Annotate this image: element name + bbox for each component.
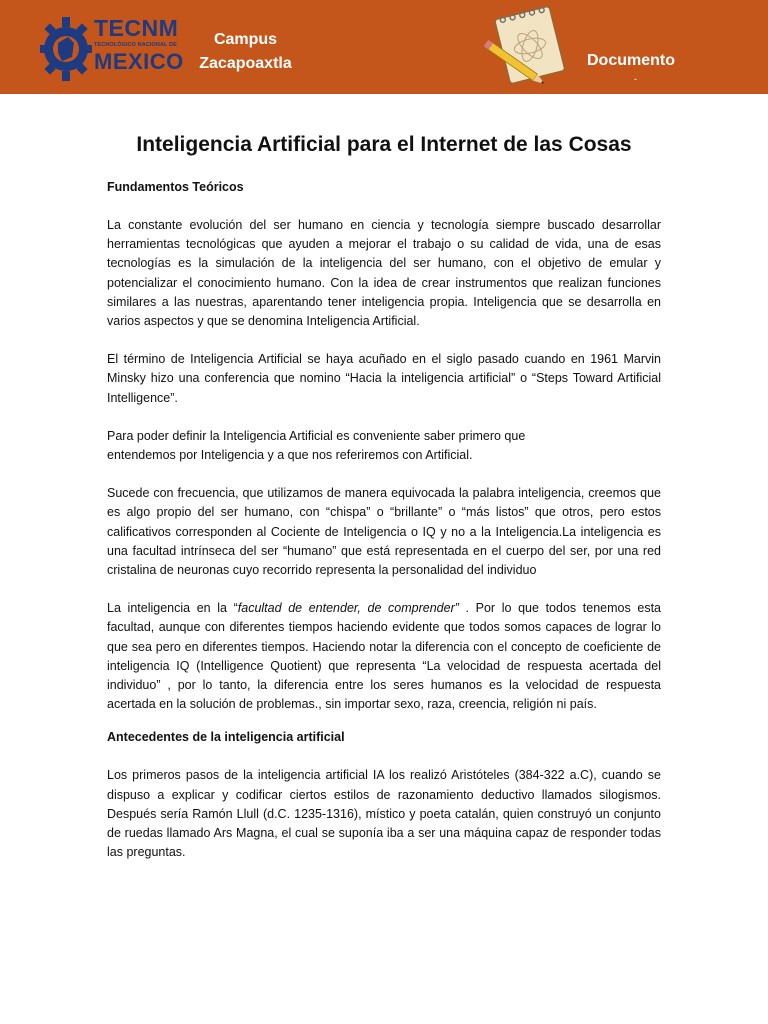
document-body — [107, 126, 661, 862]
campus-line-1: Campus — [213, 31, 278, 48]
section-heading-fundamentos: Fundamentos Teóricos — [107, 180, 244, 194]
paragraph-2: El término de Inteligencia Artificial se haya acuñado en el siglo pasado cuando en 1961 Marvin Minsky hizo una conferencia que nomino “Hacia la inteligencia artificial” o “Steps Toward Artificial Intelligence”. — [107, 352, 661, 405]
logo-line-2: MEXICO — [94, 49, 184, 74]
paragraph-3-line-2: entendemos por Inteligencia y a que nos referiremos con Artificial. — [107, 448, 473, 463]
paragraph-4: Sucede con frecuencia, que utilizamos de manera equivocada la palabra inteligencia, creemos que es algo propio del ser humano, con “chispa” o “brillante” o “más listos” que otros, pero estos calificativos corresponden al Cociente de Inteligencia o IQ y no a la Inteligencia.La inteligencia es una facultad intrínseca del ser “humano” que está representada en el cuerpo del ser, por una red cristalina de neuronas cuyo recorrido representa la personalidad del individuo — [107, 486, 661, 578]
tecnm-logo — [38, 7, 184, 90]
campus-label — [193, 28, 298, 76]
paragraph-5 — [107, 599, 661, 714]
paragraph-3-line-1: Para poder definir la Inteligencia Artificial es conveniente saber primero que — [107, 428, 526, 443]
paragraph-6: Los primeros pasos de la inteligencia artificial IA los realizó Aristóteles (384-322 a.C), cuando se dispuso a explicar y codificar ciertos estilos de razonamiento deductivo llamados silogismos. Después sería Ramón Llull (d.C. 1235-1316), místico y poeta catalán, quien construyó un conjunto de ruedas llamado Ars Magna, el cual se suponía iba a ser una máquina capaz de responder todas las preguntas. — [107, 768, 661, 860]
paragraph-5-rest: . Por lo que todos tenemos esta facultad, aunque con diferentes tiempos haciendo evidente que todos somos capaces de lograr lo que sea pero en diferentes tiempos. Haciendo notar la diferencia con el concepto de coeficiente de inteligencia IQ (Intelligence Quotient) que representa “La velocidad de respuesta acertada del individuo” , por lo tanto, la diferencia entre los seres humanos es la velocidad de respuesta acertada en la solución de problemas., sin importar sexo, raza, creencia, religión ni país. — [107, 601, 661, 712]
campus-line-2: Zacapoaxtla — [199, 55, 292, 72]
section-heading-antecedentes: Antecedentes de la inteligencia artificial — [107, 730, 345, 745]
document-label-tail: - — [634, 74, 637, 84]
document-label: Documento — [587, 52, 675, 69]
page-title: Inteligencia Artificial para el Internet de las Cosas — [136, 133, 632, 156]
logo-subline: TECNOLÓGICO NACIONAL DE — [94, 42, 177, 48]
paragraph-1: La constante evolución del ser humano en ciencia y tecnología siempre buscado desarrollar herramientas tecnológicas que ayuden a mejorar el trabajo o su calidad de vida, una de esas tecnologías es la simulación de la inteligencia del ser humano, con el objetivo de emular y potencializar el conocimiento humano. Con la idea de crear instrumentos que realizan funciones similares a las nuestras, aparentando tener inteligencia propia. Inteligencia que se desarrolla en varios aspectos y que se denomina Inteligencia Artificial. — [107, 218, 661, 329]
paragraph-3 — [107, 427, 661, 465]
paragraph-5-italic: facultad de entender, de comprender” — [237, 601, 459, 616]
gear-emblem-icon — [38, 7, 94, 90]
header-bar — [0, 0, 768, 94]
logo-line-1: TECNM — [94, 15, 179, 41]
notebook-pencil-icon — [480, 6, 570, 91]
paragraph-5-start: La inteligencia en la “ — [107, 601, 238, 616]
